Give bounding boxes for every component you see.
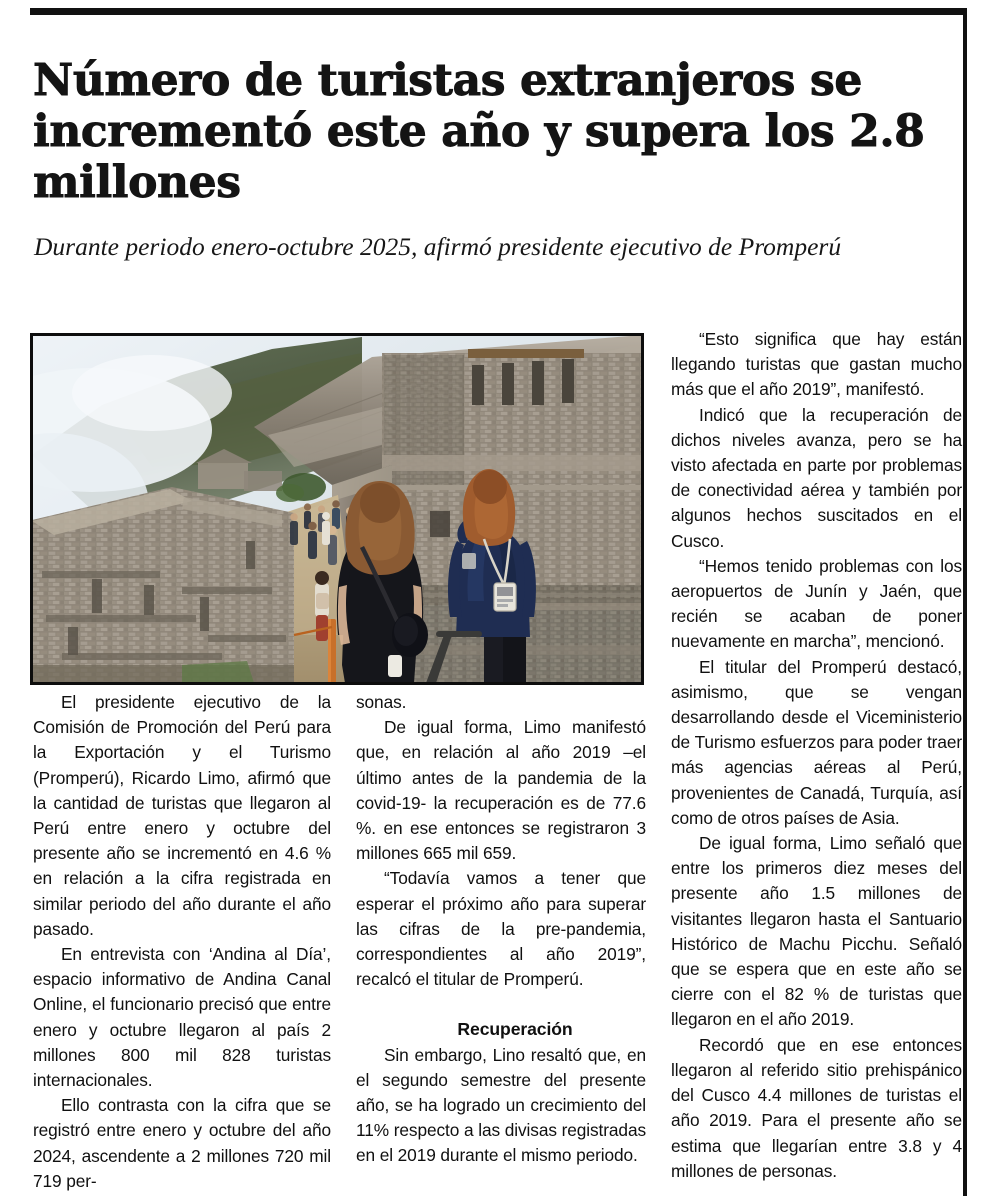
paragraph: Ello contrasta con la cifra que se registró entre enero y octubre del año 2024, ascendente a 2 millones 720 mil 719 per- [33,1095,331,1191]
paragraph: De igual forma, Limo manifestó que, en relación al año 2019 –el último antes de la pandemia de la covid-19- la recuperación es de 77.6 %. en ese entonces se registraron 3 millones 665 mil 659. [356,717,646,864]
paragraph: “Hemos tenido problemas con los aeropuertos de Junín y Jaén, que recién se acaban de poner nuevamente en marcha”, mencionó. [671,555,962,652]
machu-picchu-photo-illustration [32,335,642,683]
article-column-2 [356,690,646,1169]
article-deck: Durante periodo enero-octubre 2025, afirmó presidente ejecutivo de Promperú [34,232,842,261]
section-subhead: Recuperación [457,1019,573,1040]
top-horizontal-rule [30,8,966,15]
paragraph: “Todavía vamos a tener que esperar el próximo año para superar las cifras de la pre-pandemia, correspondientes al año 2019”, recalcó el titular de Promperú. [356,868,646,990]
paragraph: En entrevista con ‘Andina al Día’, espacio informativo de Andina Canal Online, el funcionario precisó que entre enero y octubre llegaron al país 2 millones 800 mil 828 turistas internacionales. [33,944,331,1091]
page-title: Número de turistas extranjeros se incrementó este año y supera los 2.8 millones [33,55,925,209]
paragraph: El titular del Promperú destacó, asimismo, que se vengan desarrollando desde el Viceministerio de Turismo esfuerzos para poder traer más agencias aéreas al Perú, provenientes de Canadá, Turquía, así como de otros países de Asia. [671,656,962,828]
article-column-3 [671,327,962,1184]
article-photo [30,333,644,685]
paragraph-continuation: sonas. [356,692,407,712]
right-vertical-rule [963,8,967,1196]
paragraph: De igual forma, Limo señaló que entre los primeros diez meses del presente año 1.5 millones de visitantes llegaron hasta el Santuario Histórico de Machu Picchu. Señaló que se espera que en este año se cierre con el 82 % de turistas que llegaron en el año 2019. [671,833,962,1030]
paragraph: “Esto significa que hay están llegando turistas que gastan mucho más que el año 2019”, manifestó. [671,329,962,400]
paragraph: Recordó que en ese entonces llegaron al referido sitio prehispánico del Cusco 4.4 millones de turistas el año 2019. Para el presente año se estima que llegarían entre 3.8 y 4 millones de personas. [671,1034,962,1181]
paragraph: Sin embargo, Lino resaltó que, en el segundo semestre del presente año, se ha logrado un crecimiento del 11% respecto a las divisas registradas en el 2019 durante el mismo periodo. [356,1044,646,1166]
paragraph: El presidente ejecutivo de la Comisión de Promoción del Perú para la Exportación y el Turismo (Promperú), Ricardo Limo, afirmó que la cantidad de turistas que llegaron al Perú entre enero y octubre del presente año se incrementó en 4.6 % en relación a la cifra registrada en similar periodo del año durante el año pasado. [33,692,331,939]
article-column-1 [33,690,331,1194]
paragraph: Indicó que la recuperación de dichos niveles avanza, pero se ha visto afectada en parte por problemas de conectividad aérea y también por algunos hechos suscitados en el Cusco. [671,404,962,551]
